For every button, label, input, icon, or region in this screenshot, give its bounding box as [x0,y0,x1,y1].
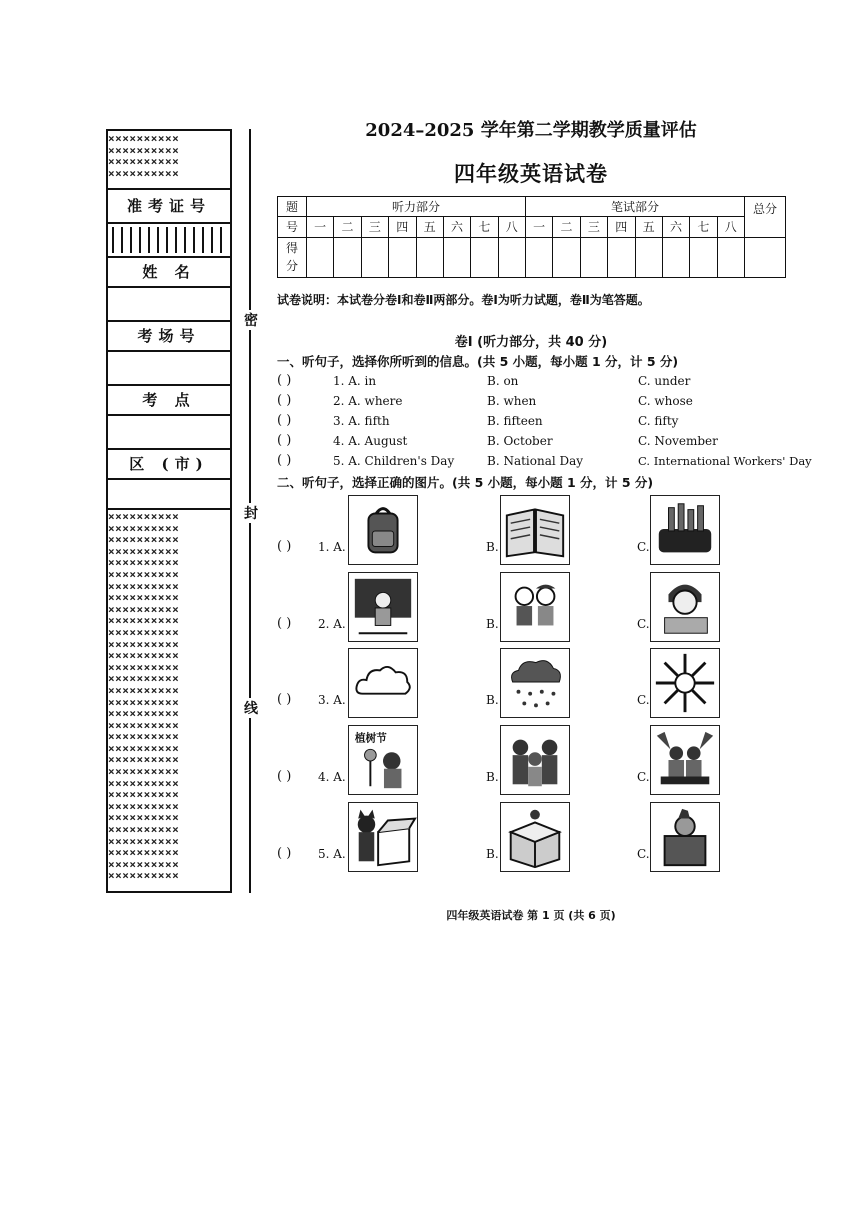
family-picture[interactable] [500,725,570,795]
score-table [277,196,786,278]
row-label-hao: 号 [278,217,307,237]
exam-title: 2024–2025 学年第二学期教学质量评估 [365,120,697,141]
answer-blank[interactable]: ( ) [277,373,292,388]
s2-q1-b-label: B. [486,540,499,554]
row-label-de: 得 [285,241,298,256]
teacher-picture[interactable] [348,572,418,642]
s1-q4-b: B. October [487,434,553,448]
col-l8: 八 [498,217,525,237]
s1-q1-c: C. under [638,374,691,388]
s1-q2-b: B. when [487,394,537,408]
s1-q5-b: B. National Day [487,454,584,468]
district-field[interactable] [108,478,230,508]
answer-blank[interactable]: ( ) [277,393,292,408]
exam-number-label: 准考证号 [108,188,230,222]
score-cell[interactable] [361,237,388,278]
col-w1: 一 [526,217,553,237]
exam-subtitle: 四年级英语试卷 [454,161,608,186]
answer-blank[interactable]: ( ) [277,692,292,707]
binding-mark-feng: 封 [243,503,259,523]
s2-q4-a-label: 4. A. [318,770,346,784]
page-footer: 四年级英语试卷 第 1 页 (共 6 页) [446,909,616,922]
instructions: 试卷说明：本试卷分卷Ⅰ和卷Ⅱ两部分。卷Ⅰ为听力试题，卷Ⅱ为笔答题。 [277,293,650,307]
col-l1: 一 [307,217,334,237]
s2-q3-c-label: C. [637,693,650,707]
section1-heading: 一、听句子，选择你所听到的信息。(共 5 小题，每小题 1 分，计 5 分) [277,354,679,369]
crosshatch-top: ×××××××××× ×××××××××× ×××××××××× ×××××××××× [108,133,180,180]
score-cell[interactable] [389,237,416,278]
name-field[interactable] [108,286,230,320]
listening-header: 听力部分 [307,197,526,217]
book-picture[interactable] [500,495,570,565]
answer-blank[interactable]: ( ) [277,433,292,448]
s1-q3-c: C. fifty [638,414,679,428]
score-cell[interactable] [635,237,662,278]
exam-number-boxes[interactable] [108,222,230,256]
s2-q1-c-label: C. [637,540,650,554]
s2-q3-b-label: B. [486,693,499,707]
section2-heading: 二、听句子，选择正确的图片。(共 5 小题，每小题 1 分，计 5 分) [277,475,654,490]
pencil-case-picture[interactable] [650,495,720,565]
col-l3: 三 [361,217,388,237]
score-cell[interactable] [443,237,470,278]
col-l6: 六 [443,217,470,237]
score-cell[interactable] [690,237,717,278]
col-w5: 五 [635,217,662,237]
toy-in-box-picture[interactable] [650,802,720,872]
col-l7: 七 [471,217,498,237]
col-w6: 六 [662,217,689,237]
col-w4: 四 [608,217,635,237]
s2-q4-b-label: B. [486,770,499,784]
s1-q2-a: 2. A. where [333,394,403,408]
s1-q1-b: B. on [487,374,519,388]
row-label-score [278,237,307,278]
crosshatch-bottom: ×××××××××× ×××××××××× ×××××××××× ×××××××××× ×××××××××× ×××××××××× ×××××××××× ×××××××××× ×××××××××× ×××××××××× ×××××××××× ×××××××××× ×××××××××× ×××××××××× ×××××××××× ×××××××××× ×××××××××× ×××××××××× ×××××××××× ×××××××××× ×××××××××× ×××××××××× ×××××××××× ×××××××××× ×××××××××× ×××××××××× ×××××××××× ×××××××××× ×××××××××× ×××××××××× ×××××××××× ×××××××××× [108,511,180,883]
col-w2: 二 [553,217,580,237]
col-w3: 三 [580,217,607,237]
score-cell[interactable] [608,237,635,278]
score-cell[interactable] [526,237,553,278]
s1-q4-a: 4. A. August [333,434,408,448]
part1-title: 卷Ⅰ (听力部分，共 40 分) [454,335,608,350]
s2-q4-c-label: C. [637,770,650,784]
children-picture[interactable] [500,572,570,642]
row-label-ti: 题 [278,197,307,217]
exam-room-label: 考场号 [108,320,230,350]
score-cell[interactable] [717,237,744,278]
col-l4: 四 [389,217,416,237]
answer-blank[interactable]: ( ) [277,539,292,554]
s1-q4-c: C. November [638,434,718,448]
binding-sidebar [106,129,232,893]
answer-blank[interactable]: ( ) [277,616,292,631]
col-l5: 五 [416,217,443,237]
s2-q3-a-label: 3. A. [318,693,346,707]
snowy-picture[interactable] [650,648,720,718]
celebration-picture[interactable] [650,725,720,795]
answer-blank[interactable]: ( ) [277,413,292,428]
score-cell[interactable] [498,237,525,278]
writing-header: 笔试部分 [526,197,745,217]
schoolbag-picture[interactable] [348,495,418,565]
answer-blank[interactable]: ( ) [277,453,292,468]
score-cell[interactable] [662,237,689,278]
girl-writing-picture[interactable] [650,572,720,642]
s2-q5-c-label: C. [637,847,650,861]
total-header: 总分 [745,197,786,238]
s2-q2-c-label: C. [637,617,650,631]
score-cell[interactable] [416,237,443,278]
s2-q5-a-label: 5. A. [318,847,346,861]
score-cell[interactable] [334,237,361,278]
crosshatch-bottom-wrap [108,508,230,891]
col-w7: 七 [690,217,717,237]
score-cell[interactable] [307,237,334,278]
score-cell[interactable] [471,237,498,278]
s1-q5-a: 5. A. Children's Day [333,454,455,468]
tree-planting-day-text: 植树节 [354,731,387,745]
name-label: 姓 名 [108,256,230,286]
s1-q2-c: C. whose [638,394,693,408]
s1-q3-b: B. fifteen [487,414,543,428]
answer-blank[interactable]: ( ) [277,769,292,784]
exam-site-label: 考 点 [108,384,230,414]
s1-q1-a: 1. A. in [333,374,377,388]
answer-blank[interactable]: ( ) [277,846,292,861]
binding-mark-xian: 线 [243,698,259,718]
tree-planting-day-picture[interactable] [348,725,418,795]
cloudy-picture[interactable] [348,648,418,718]
s1-q5-c: C. International Workers' Day [638,454,812,468]
district-label: 区 (市) [108,448,230,478]
box-picture[interactable] [500,802,570,872]
total-score-cell[interactable] [745,237,786,278]
row-label-fen: 分 [285,259,298,274]
score-cell[interactable] [553,237,580,278]
exam-site-field[interactable] [108,414,230,448]
col-l2: 二 [334,217,361,237]
col-w8: 八 [717,217,744,237]
s1-q3-a: 3. A. fifth [333,414,390,428]
s2-q2-b-label: B. [486,617,499,631]
rainy-picture[interactable] [500,648,570,718]
score-cell[interactable] [580,237,607,278]
binding-mark-mi: 密 [243,310,259,330]
s2-q2-a-label: 2. A. [318,617,346,631]
s2-q1-a-label: 1. A. [318,540,346,554]
cat-box-picture[interactable] [348,802,418,872]
exam-room-field[interactable] [108,350,230,384]
s2-q5-b-label: B. [486,847,499,861]
